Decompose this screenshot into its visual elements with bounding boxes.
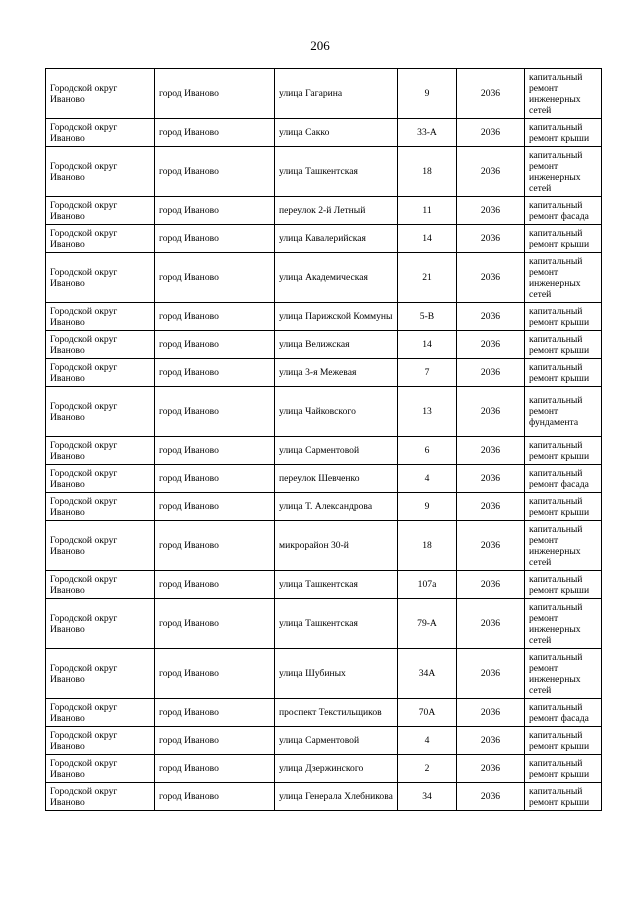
district-cell: Городской округ Иваново	[46, 571, 155, 599]
district-cell: Городской округ Иваново	[46, 599, 155, 649]
year-cell: 2036	[457, 783, 525, 811]
year-cell: 2036	[457, 119, 525, 147]
table-row	[46, 783, 602, 811]
house-number-cell: 14	[398, 331, 457, 359]
settlement-cell: город Иваново	[155, 521, 275, 571]
house-number-cell: 9	[398, 493, 457, 521]
street-cell: улица Чайковского	[275, 387, 398, 437]
table-body	[46, 69, 602, 811]
year-cell: 2036	[457, 225, 525, 253]
settlement-cell: город Иваново	[155, 649, 275, 699]
work-type-cell: капитальный ремонт инженерных сетей	[525, 599, 602, 649]
house-number-cell: 33-А	[398, 119, 457, 147]
table-row	[46, 225, 602, 253]
year-cell: 2036	[457, 755, 525, 783]
settlement-cell: город Иваново	[155, 571, 275, 599]
year-cell: 2036	[457, 253, 525, 303]
district-cell: Городской округ Иваново	[46, 521, 155, 571]
table-row	[46, 331, 602, 359]
house-number-cell: 5-В	[398, 303, 457, 331]
street-cell: улица Сарментовой	[275, 727, 398, 755]
table-row	[46, 147, 602, 197]
year-cell: 2036	[457, 331, 525, 359]
settlement-cell: город Иваново	[155, 493, 275, 521]
table-row	[46, 387, 602, 437]
work-type-cell: капитальный ремонт инженерных сетей	[525, 69, 602, 119]
work-type-cell: капитальный ремонт крыши	[525, 783, 602, 811]
street-cell: проспект Текстильщиков	[275, 699, 398, 727]
house-number-cell: 4	[398, 465, 457, 493]
district-cell: Городской округ Иваново	[46, 253, 155, 303]
work-type-cell: капитальный ремонт крыши	[525, 571, 602, 599]
settlement-cell: город Иваново	[155, 197, 275, 225]
settlement-cell: город Иваново	[155, 225, 275, 253]
table-row	[46, 465, 602, 493]
street-cell: улица Сакко	[275, 119, 398, 147]
settlement-cell: город Иваново	[155, 359, 275, 387]
house-number-cell: 7	[398, 359, 457, 387]
house-number-cell: 70А	[398, 699, 457, 727]
table-row	[46, 69, 602, 119]
table-row	[46, 649, 602, 699]
district-cell: Городской округ Иваново	[46, 649, 155, 699]
house-number-cell: 6	[398, 437, 457, 465]
street-cell: улица Ташкентская	[275, 147, 398, 197]
year-cell: 2036	[457, 521, 525, 571]
work-type-cell: капитальный ремонт фасада	[525, 699, 602, 727]
settlement-cell: город Иваново	[155, 147, 275, 197]
district-cell: Городской округ Иваново	[46, 783, 155, 811]
year-cell: 2036	[457, 699, 525, 727]
house-number-cell: 34	[398, 783, 457, 811]
settlement-cell: город Иваново	[155, 331, 275, 359]
work-type-cell: капитальный ремонт инженерных сетей	[525, 147, 602, 197]
district-cell: Городской округ Иваново	[46, 493, 155, 521]
street-cell: улица Шубиных	[275, 649, 398, 699]
year-cell: 2036	[457, 147, 525, 197]
work-type-cell: капитальный ремонт инженерных сетей	[525, 521, 602, 571]
settlement-cell: город Иваново	[155, 253, 275, 303]
street-cell: улица Ташкентская	[275, 599, 398, 649]
house-number-cell: 18	[398, 521, 457, 571]
street-cell: улица Парижской Коммуны	[275, 303, 398, 331]
table-row	[46, 755, 602, 783]
table-row	[46, 303, 602, 331]
house-number-cell: 13	[398, 387, 457, 437]
settlement-cell: город Иваново	[155, 727, 275, 755]
work-type-cell: капитальный ремонт крыши	[525, 493, 602, 521]
district-cell: Городской округ Иваново	[46, 727, 155, 755]
street-cell: улица Сарментовой	[275, 437, 398, 465]
settlement-cell: город Иваново	[155, 699, 275, 727]
work-type-cell: капитальный ремонт крыши	[525, 437, 602, 465]
house-number-cell: 34А	[398, 649, 457, 699]
settlement-cell: город Иваново	[155, 599, 275, 649]
settlement-cell: город Иваново	[155, 387, 275, 437]
work-type-cell: капитальный ремонт крыши	[525, 225, 602, 253]
street-cell: улица Т. Александрова	[275, 493, 398, 521]
work-type-cell: капитальный ремонт крыши	[525, 727, 602, 755]
street-cell: улица Ташкентская	[275, 571, 398, 599]
table-row	[46, 253, 602, 303]
year-cell: 2036	[457, 359, 525, 387]
work-type-cell: капитальный ремонт крыши	[525, 755, 602, 783]
table-row	[46, 699, 602, 727]
district-cell: Городской округ Иваново	[46, 69, 155, 119]
table-row	[46, 599, 602, 649]
work-type-cell: капитальный ремонт инженерных сетей	[525, 649, 602, 699]
year-cell: 2036	[457, 197, 525, 225]
street-cell: переулок Шевченко	[275, 465, 398, 493]
street-cell: улица Гагарина	[275, 69, 398, 119]
year-cell: 2036	[457, 387, 525, 437]
work-type-cell: капитальный ремонт крыши	[525, 303, 602, 331]
house-number-cell: 18	[398, 147, 457, 197]
year-cell: 2036	[457, 727, 525, 755]
table-row	[46, 437, 602, 465]
street-cell: улица Кавалерийская	[275, 225, 398, 253]
table-row	[46, 571, 602, 599]
street-cell: улица 3-я Межевая	[275, 359, 398, 387]
page-number: 206	[310, 38, 330, 53]
work-type-cell: капитальный ремонт крыши	[525, 119, 602, 147]
table-row	[46, 197, 602, 225]
table-row	[46, 119, 602, 147]
house-number-cell: 9	[398, 69, 457, 119]
district-cell: Городской округ Иваново	[46, 437, 155, 465]
settlement-cell: город Иваново	[155, 119, 275, 147]
district-cell: Городской округ Иваново	[46, 387, 155, 437]
settlement-cell: город Иваново	[155, 783, 275, 811]
house-number-cell: 79-А	[398, 599, 457, 649]
table-row	[46, 359, 602, 387]
work-type-cell: капитальный ремонт крыши	[525, 359, 602, 387]
house-number-cell: 4	[398, 727, 457, 755]
district-cell: Городской округ Иваново	[46, 699, 155, 727]
housing-repair-table	[45, 68, 602, 811]
work-type-cell: капитальный ремонт фасада	[525, 465, 602, 493]
district-cell: Городской округ Иваново	[46, 465, 155, 493]
settlement-cell: город Иваново	[155, 437, 275, 465]
district-cell: Городской округ Иваново	[46, 119, 155, 147]
settlement-cell: город Иваново	[155, 69, 275, 119]
district-cell: Городской округ Иваново	[46, 303, 155, 331]
street-cell: улица Дзержинского	[275, 755, 398, 783]
street-cell: улица Велижская	[275, 331, 398, 359]
work-type-cell: капитальный ремонт крыши	[525, 331, 602, 359]
district-cell: Городской округ Иваново	[46, 197, 155, 225]
year-cell: 2036	[457, 649, 525, 699]
house-number-cell: 11	[398, 197, 457, 225]
year-cell: 2036	[457, 69, 525, 119]
settlement-cell: город Иваново	[155, 303, 275, 331]
street-cell: улица Генерала Хлебникова	[275, 783, 398, 811]
year-cell: 2036	[457, 437, 525, 465]
street-cell: микрорайон 30-й	[275, 521, 398, 571]
table-row	[46, 493, 602, 521]
table-row	[46, 521, 602, 571]
work-type-cell: капитальный ремонт инженерных сетей	[525, 253, 602, 303]
year-cell: 2036	[457, 465, 525, 493]
district-cell: Городской округ Иваново	[46, 147, 155, 197]
year-cell: 2036	[457, 303, 525, 331]
settlement-cell: город Иваново	[155, 465, 275, 493]
district-cell: Городской округ Иваново	[46, 331, 155, 359]
work-type-cell: капитальный ремонт фундамента	[525, 387, 602, 437]
year-cell: 2036	[457, 571, 525, 599]
house-number-cell: 21	[398, 253, 457, 303]
house-number-cell: 14	[398, 225, 457, 253]
street-cell: переулок 2-й Летный	[275, 197, 398, 225]
work-type-cell: капитальный ремонт фасада	[525, 197, 602, 225]
settlement-cell: город Иваново	[155, 755, 275, 783]
district-cell: Городской округ Иваново	[46, 225, 155, 253]
house-number-cell: 107а	[398, 571, 457, 599]
table-row	[46, 727, 602, 755]
street-cell: улица Академическая	[275, 253, 398, 303]
district-cell: Городской округ Иваново	[46, 359, 155, 387]
year-cell: 2036	[457, 599, 525, 649]
year-cell: 2036	[457, 493, 525, 521]
district-cell: Городской округ Иваново	[46, 755, 155, 783]
house-number-cell: 2	[398, 755, 457, 783]
